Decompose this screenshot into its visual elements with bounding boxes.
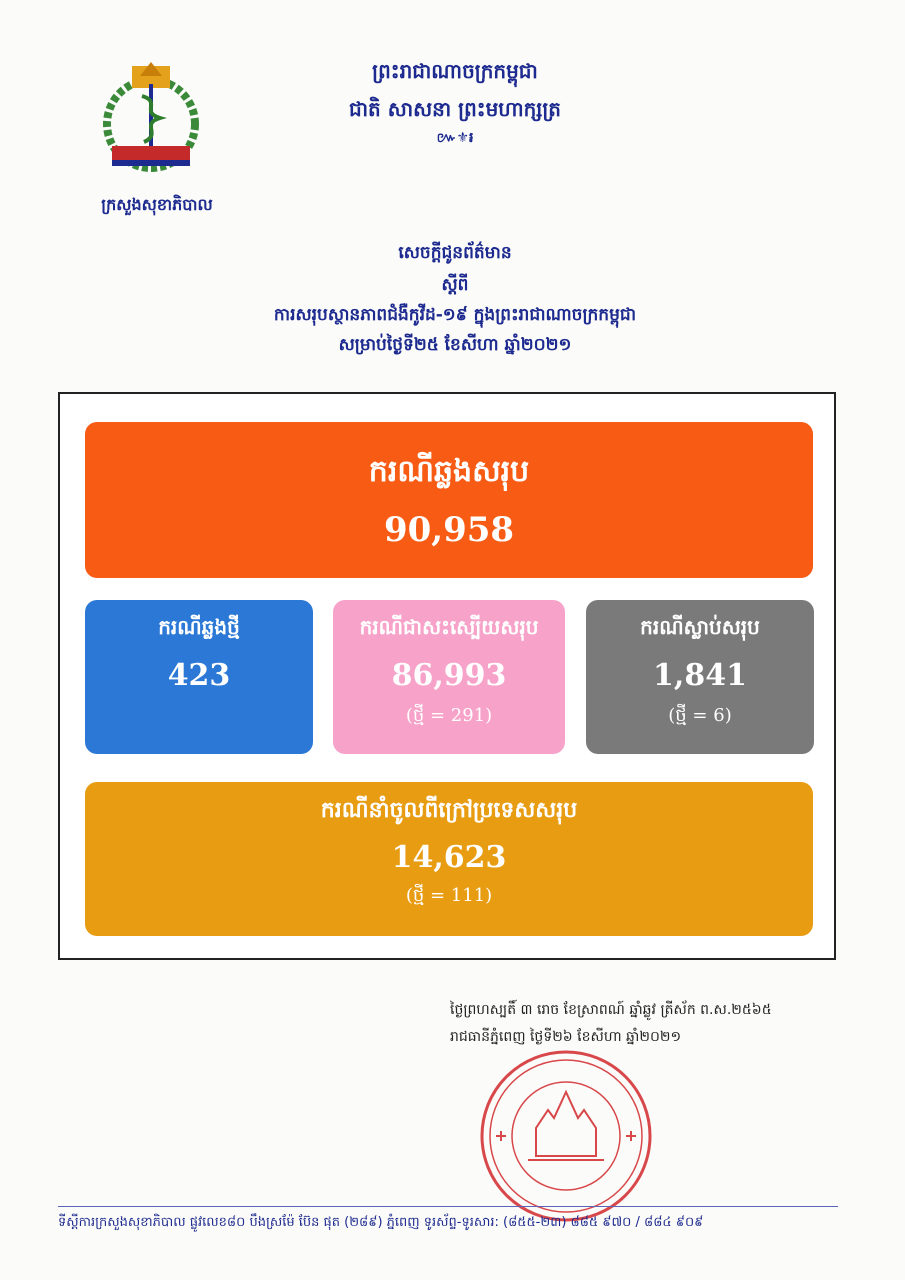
footer-address: ទីស្តីការក្រសួងសុខាភិបាល ផ្លូវលេខ៨០ បឹងស្រម៉ែ ប៊ែន ផុត (២៨៩) ភ្នំពេញ ទូរស័ព្ទ-ទូរសារ: (៨៥៥-២៣) ៨៨៥ ៩៧០ / ៨៨៤ ៩០៩	[58, 1215, 704, 1230]
document-date: សម្រាប់ថ្ងៃទី២៥ ខែសីហា ឆ្នាំ២០២១	[338, 335, 572, 355]
ornament: ៚⚜៛	[436, 130, 474, 146]
total-cases-card	[85, 422, 813, 578]
official-seal-stamp-icon	[478, 1048, 654, 1224]
deaths-new-note: (ថ្មី = 6)	[668, 705, 732, 726]
recovered-new-note: (ថ្មី = 291)	[405, 705, 493, 726]
document-title-about: ស្តីពី	[441, 275, 469, 295]
deaths-value: 1,841	[653, 658, 747, 693]
document-subject: ការសរុបស្ថានភាពជំងឺកូវីដ-១៩ ក្នុងព្រះរាជាណាចក្រកម្ពុជា	[273, 305, 637, 325]
total-cases-label: ករណីឆ្លងសរុប	[368, 454, 530, 489]
lunar-date: ថ្ងៃព្រហស្បតិ៍ ៣ រោច ខែស្រាពណ៍ ឆ្នាំឆ្លូវ ត្រីស័ក ព.ស.២៥៦៥	[450, 1002, 772, 1018]
imported-cases-card	[85, 782, 813, 936]
new-cases-label: ករណីឆ្លងថ្មី	[158, 615, 240, 639]
imported-cases-value: 14,623	[391, 840, 507, 875]
solar-date: រាជធានីភ្នំពេញ ថ្ងៃទី២៦ ខែសីហា ឆ្នាំ២០២១	[450, 1029, 682, 1045]
ministry-name: ក្រសួងសុខាភិបាល	[101, 195, 213, 214]
new-cases-card	[85, 600, 313, 754]
stats-frame	[58, 392, 836, 960]
recovered-label: ករណីជាសះស្បើយសរុប	[359, 615, 539, 639]
kingdom-title: ព្រះរាជាណាចក្រកម្ពុជា	[372, 59, 538, 83]
deaths-label: ករណីស្លាប់សរុប	[640, 615, 760, 639]
deaths-card	[586, 600, 814, 754]
document-title: សេចក្តីជូនព័ត៌មាន	[398, 243, 512, 263]
recovered-card	[333, 600, 565, 754]
recovered-value: 86,993	[391, 658, 507, 693]
national-motto: ជាតិ សាសនា ព្រះមហាក្សត្រ	[349, 97, 561, 121]
total-cases-value: 90,958	[383, 510, 515, 550]
footer-divider	[58, 1206, 838, 1207]
ministry-of-health-emblem-icon	[92, 62, 210, 180]
imported-new-note: (ថ្មី = 111)	[405, 885, 493, 906]
imported-cases-label: ករណីនាំចូលពីក្រៅប្រទេសសរុប	[320, 798, 578, 823]
new-cases-value: 423	[167, 658, 231, 693]
